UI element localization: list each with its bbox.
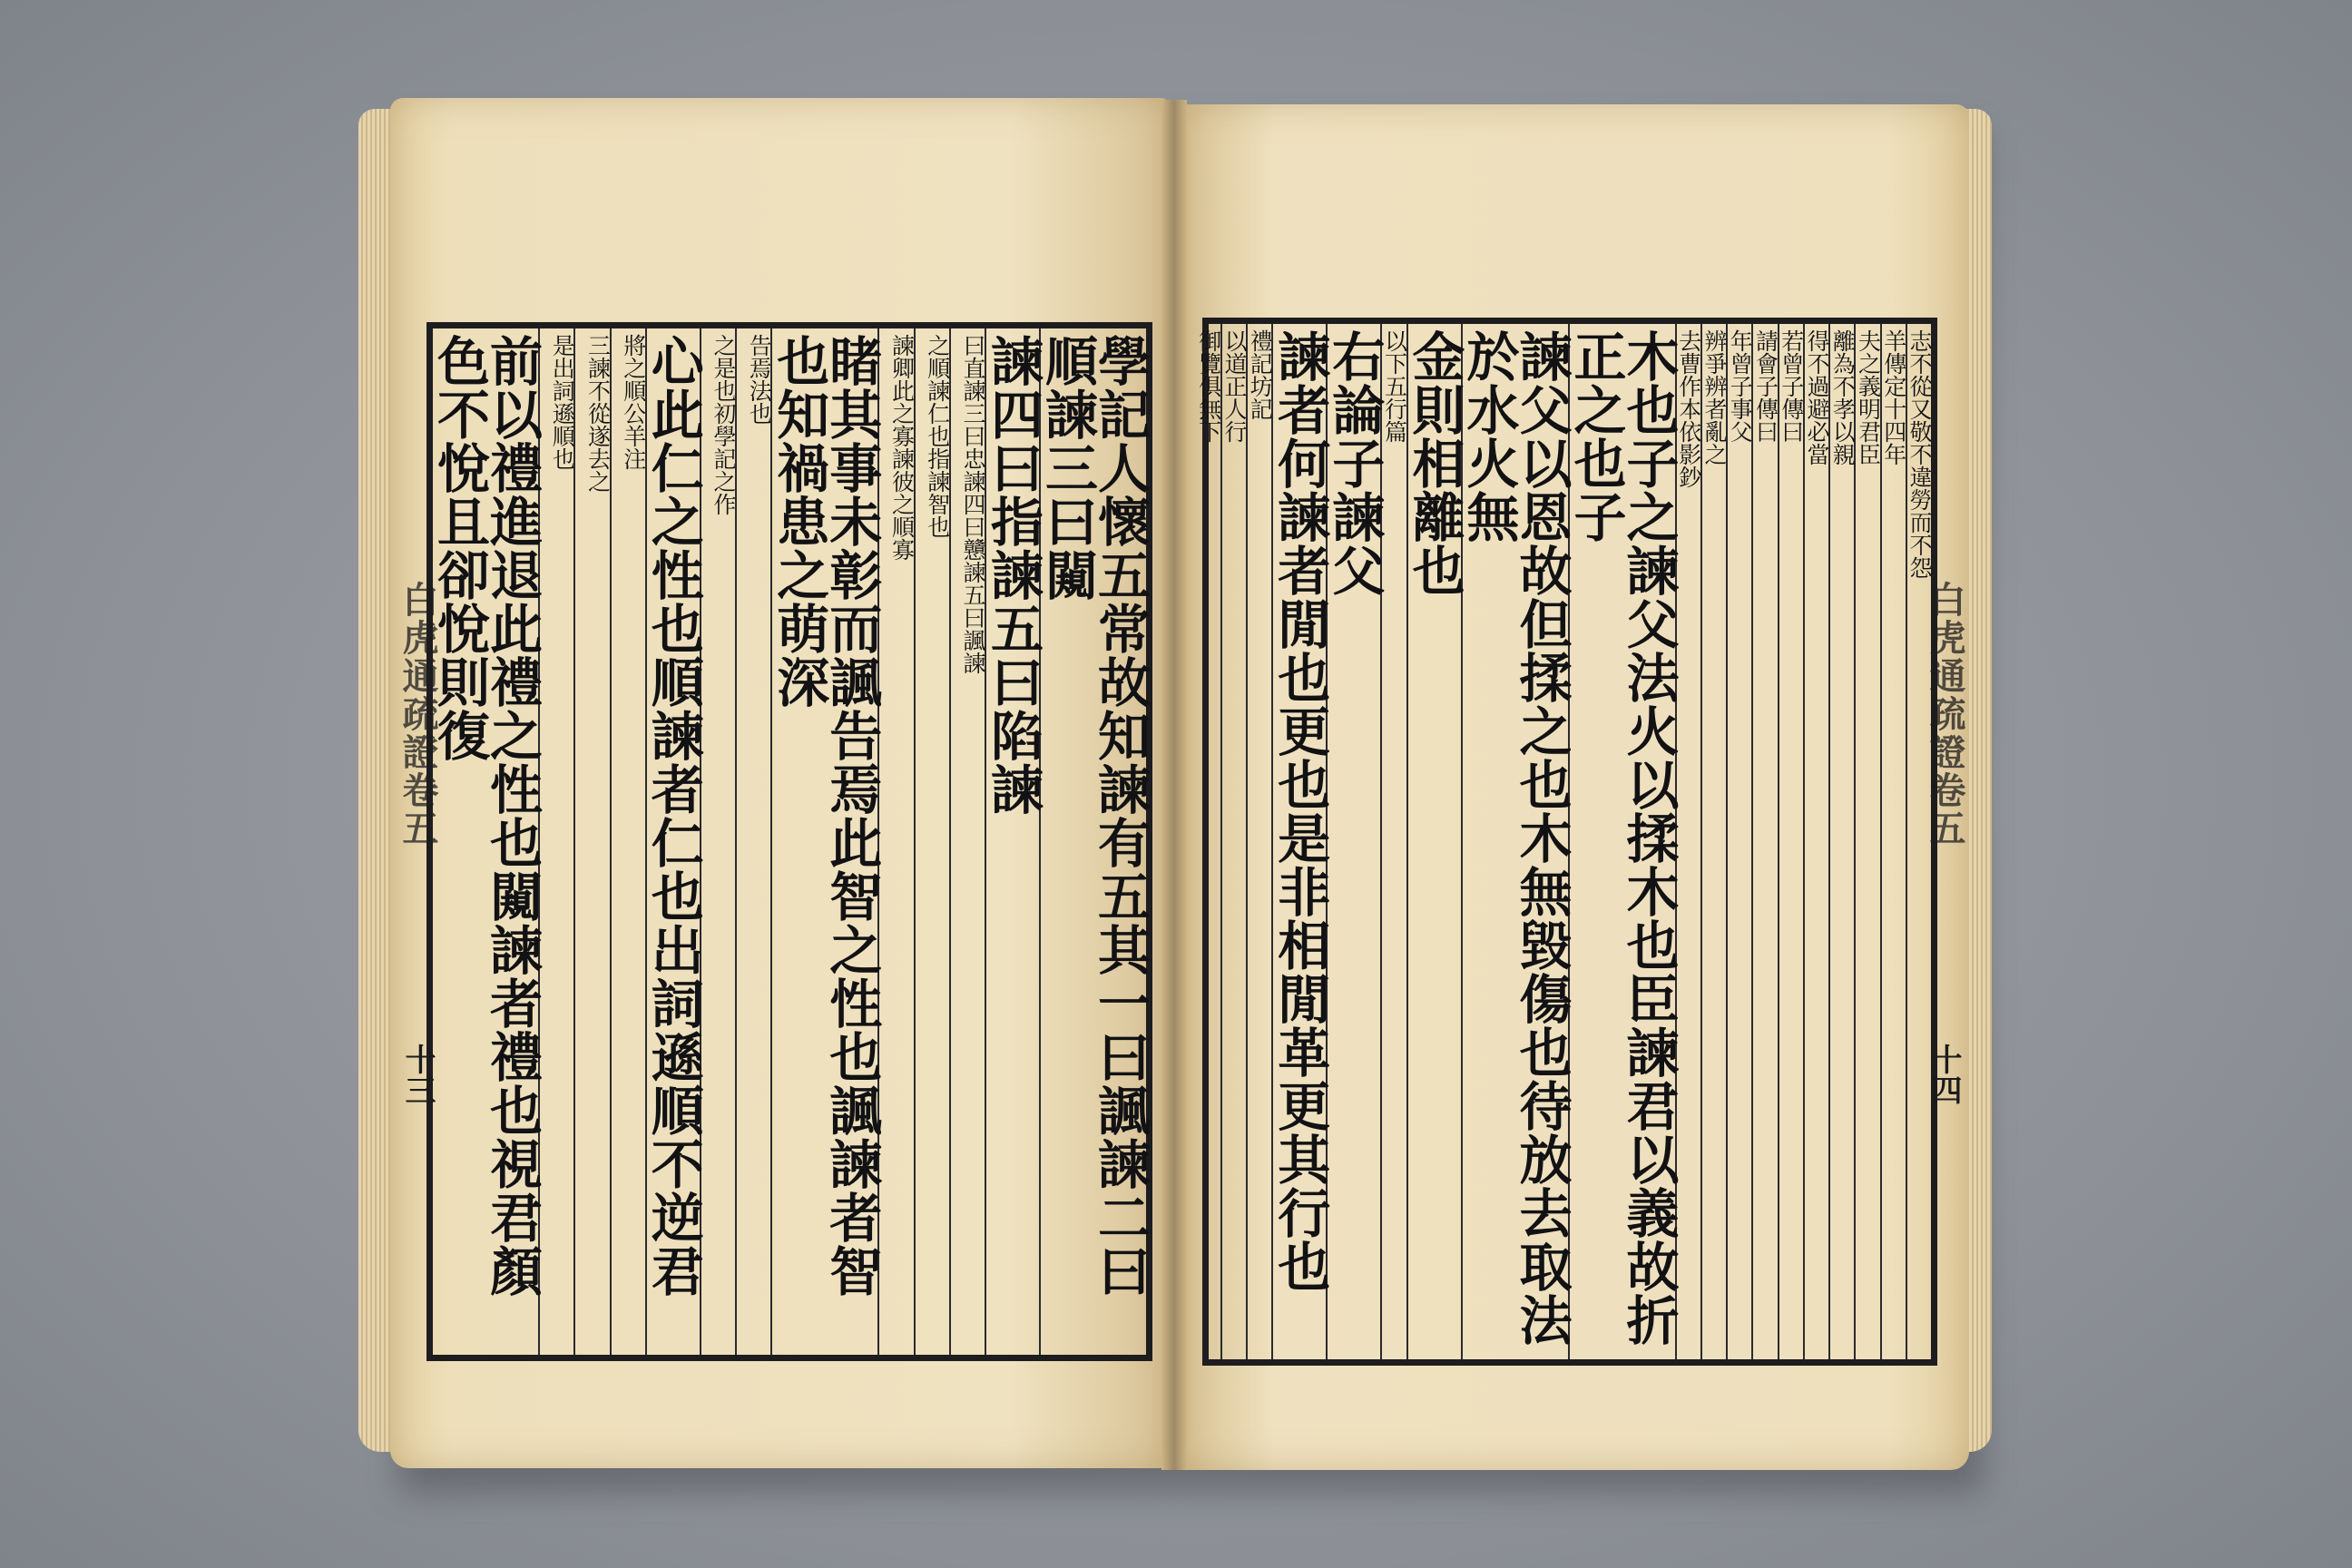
left_page-column-text: 諫四曰指諫五曰陷諫 [982,334,1044,816]
left_page-column-text: 曰直諫三曰忠諫四曰戇諫五曰諷諫 [960,334,986,674]
right_page-column-text: 禮記坊記 [1247,329,1274,420]
left_page-column [949,328,985,1355]
right_page-column [1854,324,1882,1359]
right_page-column [1700,324,1726,1359]
right_page-column [1880,324,1906,1359]
right_page-column [1457,324,1573,1359]
right_page-column-text: 金則相離也 [1403,329,1465,597]
right_page-column-text: 以下五行篇 [1381,329,1408,443]
left_page-column-text: 之是也初學記之作 [710,334,737,515]
right_page-column [1269,324,1331,1359]
left_page-column-text: 之順諫仁也指諫智也 [924,334,951,538]
right_page-column [1323,324,1386,1359]
left_page-column-text: 將之順公羊注 [620,334,647,470]
left_page-column-text: 前以禮進退此禮之性也闚諫者禮也視君顏色不悅且卻悅則復 [428,334,543,1298]
right-text-block [1195,318,1937,1366]
left_page-column-text: 諫卿此之寡諫彼之順寡 [888,334,916,561]
right_page-column-text: 諫父以恩故但揉之也木無毀傷也待放去取法於水火無 [1457,329,1573,1347]
left-text-block [426,322,1152,1361]
right_page-column-text: 得不過避必當 [1804,329,1830,466]
left_page-column-text: 學記人懷五常故知諫有五其一曰諷諫二曰順諫三曰闚 [1036,334,1151,1298]
book-gutter [1161,100,1187,1470]
right_page-column-text: 若曾子傳曰 [1778,329,1805,443]
left_page-column-text: 睹其事未彰而諷告焉此智之性也諷諫者智也知禍患之萌深 [768,334,883,1298]
left-columns [428,328,1151,1355]
right_page-column [1220,324,1246,1359]
right_page-column-text: 木也子之諫父法火以揉木也臣諫君以義故折正之也子 [1564,329,1680,1347]
left_page-column-text: 三諫不從遂去之 [584,334,612,493]
right_page-column-text: 離為不孝以親 [1829,329,1857,466]
right_page-column [1726,324,1754,1359]
left-margin-title: 白虎通疏證卷五 [397,581,439,848]
right_page-column-text: 羊傳定十四年 [1880,329,1907,466]
right-folio: 十四 [1926,1044,1962,1105]
right-columns [1195,324,1933,1359]
right_page-column [1828,324,1857,1359]
left_page-column-text: 告焉法也 [746,334,773,425]
left_page-column [982,328,1044,1355]
left_page-column [428,328,543,1355]
right_page-column [1246,324,1274,1359]
right_page-column-text: 年曾子事父 [1727,329,1754,443]
right_page-column-text: 辨爭辨者亂之 [1701,329,1728,466]
right_page-column-text: 志不從又敬不違勞而不怨 [1906,329,1933,579]
left_page-column [877,328,916,1355]
right_page-column-text: 諫者何諫者閒也更也是非相閒革更其行也 [1269,329,1331,1293]
right_page-column [1803,324,1828,1359]
left_page-column [573,328,612,1355]
left-folio: 十三 [399,1044,436,1105]
right_page-column [1564,324,1680,1359]
left_page-column-text: 心此仁之性也順諫者仁也出詞遜順不逆君 [642,334,704,1298]
left_page-column [642,328,704,1355]
left_page-column [735,328,773,1355]
right_page-column-text: 右論子諫父 [1323,329,1386,597]
left_page-column [1036,328,1151,1355]
left_page-column [768,328,883,1355]
right_page-column-text: 以道正人行 [1221,329,1248,443]
right_page-column-text: 去曹作本依影鈔 [1675,329,1702,488]
left_page-column [914,328,949,1355]
right_page-column [1197,324,1220,1359]
right_page-column [1403,324,1465,1359]
right_page-column [1751,324,1777,1359]
right_page-column [1778,324,1803,1359]
right_page-column-text: 請會子傳曰 [1752,329,1779,443]
left_page-column [700,328,735,1355]
left_page-column [538,328,576,1355]
left_page-column-text: 是出詞遜順也 [549,334,576,470]
left_page-column [610,328,645,1355]
right_page-column-text: 御覽俱無下 [1195,329,1222,443]
right-margin-title: 白虎通疏證卷五 [1924,581,1966,848]
right_page-column-text: 夫之義明君臣 [1855,329,1882,466]
